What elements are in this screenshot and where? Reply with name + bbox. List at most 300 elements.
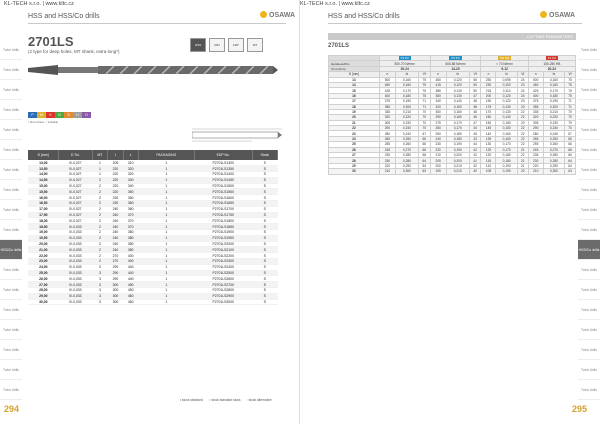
cutting-cell: 27 bbox=[329, 153, 380, 158]
table-cell: 0/-0,027 bbox=[59, 201, 92, 207]
cutting-cell: 0,130 bbox=[496, 109, 517, 114]
side-tab: Twist drills bbox=[578, 80, 600, 100]
table-cell: 440 bbox=[123, 264, 138, 270]
side-tab: Twist drills bbox=[0, 220, 22, 240]
cutting-cell: 75 bbox=[565, 77, 576, 82]
drill-illustration-icon bbox=[28, 62, 278, 78]
table-cell: P2701LS2300 bbox=[194, 259, 252, 265]
column-header: D [mm] bbox=[28, 150, 59, 160]
column-header: Stock bbox=[252, 150, 277, 160]
table-cell: 400 bbox=[123, 259, 138, 265]
cutting-cell: 0,150 bbox=[496, 126, 517, 131]
cutting-cell: 255 bbox=[528, 142, 543, 147]
table-cell: 320 bbox=[123, 166, 138, 172]
cutting-cell: 0,140 bbox=[496, 115, 517, 120]
cutting-cell: 385 bbox=[430, 88, 446, 93]
cutting-cell: 0,130 bbox=[496, 104, 517, 109]
cutting-cell: 0,260 bbox=[543, 142, 564, 147]
table-cell: 0/-0,027 bbox=[59, 166, 92, 172]
table-cell: 1 bbox=[138, 247, 194, 253]
cutting-cell: 22 bbox=[517, 153, 528, 158]
table-cell: S bbox=[252, 206, 277, 212]
table-cell: 1 bbox=[138, 299, 194, 305]
table-cell: 0/-0,027 bbox=[59, 189, 92, 195]
sub-header: Vf bbox=[469, 72, 481, 77]
cutting-cell: 48 bbox=[469, 99, 481, 104]
cutting-cell: 0,160 bbox=[395, 77, 418, 82]
feature-icons bbox=[190, 38, 263, 52]
cutting-cell: 210 bbox=[430, 153, 446, 158]
table-cell: 1 bbox=[138, 276, 194, 282]
cutting-cell: 300 bbox=[430, 109, 446, 114]
cutting-cell: 110 bbox=[481, 163, 496, 168]
cutting-cell: 235 bbox=[379, 153, 395, 158]
table-cell: P2701LS1950 bbox=[194, 235, 252, 241]
cutting-cell: 175 bbox=[481, 104, 496, 109]
cutting-cell: 23 bbox=[517, 104, 528, 109]
cutting-cell: 0,280 bbox=[543, 153, 564, 158]
table-cell: 1 bbox=[138, 270, 194, 276]
cutting-cell: 63 bbox=[565, 169, 576, 174]
cutting-cell: 0,190 bbox=[496, 169, 517, 174]
cutting-cell: 200 bbox=[481, 93, 496, 98]
sub-header: Vf bbox=[517, 72, 528, 77]
table-cell: 28,00 bbox=[28, 288, 59, 294]
table-cell: 29,00 bbox=[28, 293, 59, 299]
table-cell: 270 bbox=[108, 259, 123, 265]
table-cell: 3 bbox=[92, 282, 108, 288]
side-tab: Twist drills bbox=[0, 60, 22, 80]
angle-icon: 118° bbox=[228, 38, 244, 52]
cutting-cell: 75 bbox=[418, 77, 430, 82]
cutting-cell: 0,280 bbox=[395, 158, 418, 163]
table-cell: S bbox=[252, 230, 277, 236]
hardness-value: < 70 N/mm² bbox=[481, 61, 528, 66]
side-tab: Twist drills bbox=[578, 160, 600, 180]
table-cell: S bbox=[252, 218, 277, 224]
cutting-cell: 220 bbox=[528, 163, 543, 168]
hardness-value: 500-70 N/mm² bbox=[379, 61, 430, 66]
table-cell: 230 bbox=[108, 201, 123, 207]
table-cell: S bbox=[252, 288, 277, 294]
cutting-row bbox=[329, 169, 576, 174]
right-header-line bbox=[328, 23, 582, 24]
table-cell: 0/-0,033 bbox=[59, 259, 92, 265]
sub-header: fz bbox=[543, 72, 564, 77]
table-cell: P2701LS3000 bbox=[194, 299, 252, 305]
cutting-cell: 210 bbox=[528, 169, 543, 174]
product-subtitle: (2 type for deep holes, MT shank, extra-long*) bbox=[28, 49, 120, 54]
table-cell: 440 bbox=[123, 276, 138, 282]
material-code-h: H bbox=[73, 112, 82, 118]
table-cell: 26,00 bbox=[28, 276, 59, 282]
table-cell: 220 bbox=[108, 189, 123, 195]
table-cell: 450 bbox=[123, 282, 138, 288]
table-cell: S bbox=[252, 177, 277, 183]
cutting-cell: 0,270 bbox=[543, 147, 564, 152]
cutting-cell: 135 bbox=[481, 136, 496, 141]
cutting-cell: 0,095 bbox=[496, 77, 517, 82]
cutting-cell: 75 bbox=[418, 82, 430, 87]
cutting-cell: 66 bbox=[418, 147, 430, 152]
cutting-cell: 67 bbox=[418, 131, 430, 136]
table-cell: S bbox=[252, 299, 277, 305]
table-cell: S bbox=[252, 166, 277, 172]
table-row bbox=[28, 299, 278, 305]
cutting-cell: 64 bbox=[565, 163, 576, 168]
cutting-cell: 265 bbox=[379, 136, 395, 141]
cutting-cell: 22 bbox=[517, 115, 528, 120]
table-cell: 18,00 bbox=[28, 218, 59, 224]
table-cell: 0/-0,033 bbox=[59, 293, 92, 299]
cutting-cell: 75 bbox=[565, 93, 576, 98]
cutting-cell: 0,180 bbox=[446, 131, 469, 136]
cutting-cell: 160 bbox=[481, 115, 496, 120]
cutting-cell: 0,230 bbox=[543, 120, 564, 125]
cutting-cell: 0,120 bbox=[496, 93, 517, 98]
side-tab: Twist drills bbox=[0, 180, 22, 200]
cutting-cell: 0,290 bbox=[395, 163, 418, 168]
cutting-cell: 260 bbox=[430, 126, 446, 131]
table-cell: 21,00 bbox=[28, 247, 59, 253]
cutting-cell: 23 bbox=[517, 82, 528, 87]
table-cell: 17,00 bbox=[28, 206, 59, 212]
table-cell: S bbox=[252, 201, 277, 207]
cutting-cell: 415 bbox=[430, 82, 446, 87]
table-cell: 30,00 bbox=[28, 299, 59, 305]
cutting-cell: 45 bbox=[469, 131, 481, 136]
table-cell: 230 bbox=[108, 195, 123, 201]
cutting-cell: 0,150 bbox=[496, 120, 517, 125]
cutting-cell: 42 bbox=[469, 153, 481, 158]
right-logo-text: OSAWA bbox=[549, 12, 576, 19]
side-tab: Twist drills bbox=[0, 280, 22, 300]
cutting-cell: 23 bbox=[329, 131, 380, 136]
material-code-o: O bbox=[82, 112, 91, 118]
column-header: D Tol. bbox=[59, 150, 92, 160]
cutting-cell: 70 bbox=[565, 126, 576, 131]
cutting-cell: 360 bbox=[430, 93, 446, 98]
cutting-cell: 0,300 bbox=[395, 169, 418, 174]
cutting-cell: 0,220 bbox=[543, 115, 564, 120]
table-cell: 0/-0,027 bbox=[59, 160, 92, 166]
cutting-cell: 66 bbox=[565, 136, 576, 141]
cutting-cell: 0,120 bbox=[446, 77, 469, 82]
table-cell: 2 bbox=[92, 195, 108, 201]
side-tab: Twist drills bbox=[578, 200, 600, 220]
cutting-cell: 0,180 bbox=[496, 158, 517, 163]
table-cell: 310 bbox=[123, 160, 138, 166]
table-cell: 380 bbox=[123, 247, 138, 253]
table-cell: 380 bbox=[123, 230, 138, 236]
cutting-cell: 265 bbox=[528, 136, 543, 141]
side-tab: Twist drills bbox=[0, 100, 22, 120]
cutting-cell: 24 bbox=[517, 93, 528, 98]
cutting-cell: 23 bbox=[517, 99, 528, 104]
cutting-cell: 66 bbox=[565, 147, 576, 152]
table-cell: P2701LS1550 bbox=[194, 189, 252, 195]
cutting-cell: 42 bbox=[469, 147, 481, 152]
table-cell: 240 bbox=[108, 247, 123, 253]
cutting-cell: 0,160 bbox=[496, 131, 517, 136]
table-cell: 340 bbox=[123, 183, 138, 189]
table-cell: 1 bbox=[138, 166, 194, 172]
cutting-cell: 42 bbox=[469, 163, 481, 168]
cutting-cell: 70 bbox=[418, 126, 430, 131]
cutting-cell: 21 bbox=[329, 120, 380, 125]
cutting-cell: 425 bbox=[528, 88, 543, 93]
table-cell: 1 bbox=[138, 195, 194, 201]
side-tab: Twist drills bbox=[578, 360, 600, 380]
cutting-cell: 320 bbox=[379, 115, 395, 120]
cutting-cell: 375 bbox=[379, 99, 395, 104]
side-tab: Twist drills bbox=[578, 340, 600, 360]
cutting-cell: 0,280 bbox=[395, 153, 418, 158]
cutting-cell: 280 bbox=[379, 131, 395, 136]
table-cell: 2 bbox=[92, 224, 108, 230]
vc-value: 20-24 bbox=[528, 66, 575, 71]
cutting-cell: 75 bbox=[565, 82, 576, 87]
table-cell: 240 bbox=[108, 235, 123, 241]
cutting-cell: 0,130 bbox=[446, 93, 469, 98]
stock-legend-item: ○ stock standard stock bbox=[208, 398, 241, 402]
table-cell: P2701LS1700 bbox=[194, 206, 252, 212]
right-logo bbox=[540, 11, 575, 19]
table-cell: 1 bbox=[92, 160, 108, 166]
table-cell: 0/-0,033 bbox=[59, 235, 92, 241]
cutting-cell: 220 bbox=[379, 163, 395, 168]
table-cell: 2 bbox=[92, 189, 108, 195]
table-cell: P2701LS1650 bbox=[194, 201, 252, 207]
diameter-label: D [mm] bbox=[329, 72, 380, 77]
table-cell: S bbox=[252, 270, 277, 276]
cutting-cell: 0,200 bbox=[446, 153, 469, 158]
cutting-cell: 0,130 bbox=[446, 88, 469, 93]
table-cell: 19,00 bbox=[28, 230, 59, 236]
cutting-cell: 320 bbox=[430, 104, 446, 109]
side-tab: Twist drills bbox=[0, 340, 22, 360]
stock-legend-item: ◦ stock alternative bbox=[246, 398, 272, 402]
cutting-cell: 0,270 bbox=[395, 147, 418, 152]
table-cell: 2 bbox=[92, 247, 108, 253]
color-legend: • first choice ○ suitable bbox=[28, 120, 59, 124]
material-group-badge: K1 K2 bbox=[547, 56, 556, 61]
table-cell: 0/-0,033 bbox=[59, 224, 92, 230]
cutting-cell: 70 bbox=[418, 109, 430, 114]
table-cell: S bbox=[252, 247, 277, 253]
cutting-cell: 220 bbox=[430, 147, 446, 152]
table-cell: 13,00 bbox=[28, 160, 59, 166]
cutting-cell: 0,240 bbox=[543, 131, 564, 136]
side-tab: Twist drills bbox=[578, 100, 600, 120]
table-cell: P2701LS2800 bbox=[194, 288, 252, 294]
cutting-cell: 22 bbox=[517, 142, 528, 147]
cutting-cell: 0,190 bbox=[446, 142, 469, 147]
cutting-cell: 71 bbox=[418, 99, 430, 104]
cutting-cell: 400 bbox=[379, 93, 395, 98]
table-cell: 0/-0,033 bbox=[59, 282, 92, 288]
cutting-cell: 0,210 bbox=[395, 109, 418, 114]
table-cell: S bbox=[252, 189, 277, 195]
cutting-cell: 0,180 bbox=[543, 93, 564, 98]
table-cell: 25,00 bbox=[28, 270, 59, 276]
table-cell: 0/-0,027 bbox=[59, 172, 92, 178]
column-header: EDP No. bbox=[194, 150, 252, 160]
material-group-badge: M1 M2 bbox=[499, 56, 510, 61]
table-cell: 0/-0,033 bbox=[59, 264, 92, 270]
cutting-cell: 0,170 bbox=[543, 88, 564, 93]
cutting-cell: 13 bbox=[329, 77, 380, 82]
cutting-cell: 44 bbox=[469, 126, 481, 131]
table-cell: 205 bbox=[108, 160, 123, 166]
table-cell: 1 bbox=[138, 177, 194, 183]
cutting-cell: 200 bbox=[430, 163, 446, 168]
material-code-m: M bbox=[37, 112, 46, 118]
table-cell: 1 bbox=[138, 206, 194, 212]
table-cell: 2 bbox=[92, 235, 108, 241]
cutting-cell: 120 bbox=[481, 153, 496, 158]
table-cell: 24,00 bbox=[28, 264, 59, 270]
table-cell: 0/-0,033 bbox=[59, 270, 92, 276]
table-cell: 320 bbox=[123, 172, 138, 178]
cutting-cell: 290 bbox=[379, 126, 395, 131]
cutting-cell: 0,170 bbox=[446, 120, 469, 125]
table-cell: P2701LS1450 bbox=[194, 177, 252, 183]
table-cell: 290 bbox=[108, 270, 123, 276]
table-cell: 3 bbox=[92, 299, 108, 305]
cutting-cell: 205 bbox=[430, 158, 446, 163]
table-cell: 300 bbox=[108, 282, 123, 288]
stock-legend bbox=[180, 398, 272, 402]
side-tab: Twist drills bbox=[578, 300, 600, 320]
cutting-cell: 21 bbox=[517, 163, 528, 168]
cutting-cell: 0,240 bbox=[543, 126, 564, 131]
cutting-cell: 55 bbox=[469, 77, 481, 82]
cutting-cell: 0,170 bbox=[496, 142, 517, 147]
hardness-value: 600-85 N/mm² bbox=[430, 61, 481, 66]
cutting-cell: 70 bbox=[418, 120, 430, 125]
table-cell: 300 bbox=[108, 293, 123, 299]
cutting-cell: 0,160 bbox=[496, 136, 517, 141]
cutting-cell: 0,290 bbox=[543, 163, 564, 168]
hardness-value: 150-250 HB bbox=[528, 61, 575, 66]
table-cell: P2701LS1750 bbox=[194, 212, 252, 218]
side-tab: Twist drills bbox=[0, 320, 22, 340]
cutting-cell: 145 bbox=[481, 126, 496, 131]
right-page-number: 295 bbox=[572, 404, 588, 414]
cutting-cell: 210 bbox=[379, 169, 395, 174]
cutting-cell: 0,190 bbox=[543, 99, 564, 104]
cutting-cell: 0,120 bbox=[446, 82, 469, 87]
cutting-cell: 290 bbox=[528, 126, 543, 131]
material-code-k: K bbox=[46, 112, 55, 118]
cutting-cell: 0,170 bbox=[446, 126, 469, 131]
table-cell: P2701LS1400 bbox=[194, 172, 252, 178]
cutting-cell: 22 bbox=[517, 131, 528, 136]
table-cell: P2701LS2900 bbox=[194, 293, 252, 299]
table-cell: 1 bbox=[138, 235, 194, 241]
table-cell: 240 bbox=[108, 230, 123, 236]
side-tab: Twist drills bbox=[578, 320, 600, 340]
cutting-cell: 335 bbox=[528, 109, 543, 114]
table-cell: 1 bbox=[138, 189, 194, 195]
cutting-cell: 0,260 bbox=[395, 142, 418, 147]
cutting-cell: 71 bbox=[565, 104, 576, 109]
side-tab: Twist drills bbox=[0, 160, 22, 180]
table-cell: 0/-0,027 bbox=[59, 218, 92, 224]
cutting-cell: 66 bbox=[418, 142, 430, 147]
table-cell: 0/-0,033 bbox=[59, 253, 92, 259]
cutting-cell: 70 bbox=[565, 115, 576, 120]
table-cell: 3 bbox=[92, 264, 108, 270]
side-tab: HSS/Co drills bbox=[0, 240, 22, 260]
table-cell: 0/-0,033 bbox=[59, 241, 92, 247]
table-cell: P2701LS2600 bbox=[194, 276, 252, 282]
table-cell: 2 bbox=[92, 218, 108, 224]
cutting-cell: 24 bbox=[517, 77, 528, 82]
cutting-cell: 23 bbox=[517, 120, 528, 125]
table-cell: 220 bbox=[108, 166, 123, 172]
hardness-label: Hardness/Rm bbox=[329, 61, 380, 66]
cutting-cell: 305 bbox=[528, 120, 543, 125]
cutting-cell: 290 bbox=[430, 115, 446, 120]
table-cell: 220 bbox=[108, 177, 123, 183]
table-cell: 1 bbox=[138, 259, 194, 265]
cutting-cell: 500 bbox=[528, 77, 543, 82]
table-cell: S bbox=[252, 259, 277, 265]
cutting-cell: 250 bbox=[430, 131, 446, 136]
table-cell: P2701LS1850 bbox=[194, 224, 252, 230]
table-cell: 380 bbox=[123, 241, 138, 247]
table-cell: 460 bbox=[123, 299, 138, 305]
vc-value: 14-20 bbox=[430, 66, 481, 71]
cutting-cell: 105 bbox=[481, 169, 496, 174]
cutting-cell: 275 bbox=[430, 120, 446, 125]
table-cell: 370 bbox=[123, 224, 138, 230]
cutting-cell: 320 bbox=[528, 115, 543, 120]
cutting-cell: 63 bbox=[418, 169, 430, 174]
cutting-cell: 21 bbox=[517, 158, 528, 163]
cutting-cell: 235 bbox=[528, 153, 543, 158]
right-side-tabs bbox=[578, 40, 600, 400]
cutting-cell: 22 bbox=[329, 126, 380, 131]
table-cell: 0/-0,027 bbox=[59, 195, 92, 201]
table-cell: 18,50 bbox=[28, 224, 59, 230]
cutting-cell: 115 bbox=[481, 158, 496, 163]
cutting-cell: 44 bbox=[469, 142, 481, 147]
sub-header: n bbox=[379, 72, 395, 77]
cutting-cell: 0,110 bbox=[496, 88, 517, 93]
side-tab: Twist drills bbox=[578, 180, 600, 200]
side-tab: Twist drills bbox=[0, 260, 22, 280]
cutting-cell: 28 bbox=[329, 158, 380, 163]
cutting-cell: 245 bbox=[528, 147, 543, 152]
side-tab: Twist drills bbox=[578, 120, 600, 140]
table-cell: 290 bbox=[108, 276, 123, 282]
table-cell: S bbox=[252, 282, 277, 288]
table-cell: 360 bbox=[123, 206, 138, 212]
cutting-cell: 0,210 bbox=[446, 169, 469, 174]
table-cell: 440 bbox=[123, 270, 138, 276]
table-cell: 300 bbox=[108, 288, 123, 294]
sub-header: n bbox=[481, 72, 496, 77]
cutting-cell: 0,140 bbox=[446, 99, 469, 104]
cutting-cell: 0,160 bbox=[446, 115, 469, 120]
table-cell: 13,50 bbox=[28, 166, 59, 172]
left-side-tabs bbox=[0, 40, 22, 400]
cutting-cell: 75 bbox=[418, 93, 430, 98]
table-cell: 15,50 bbox=[28, 189, 59, 195]
